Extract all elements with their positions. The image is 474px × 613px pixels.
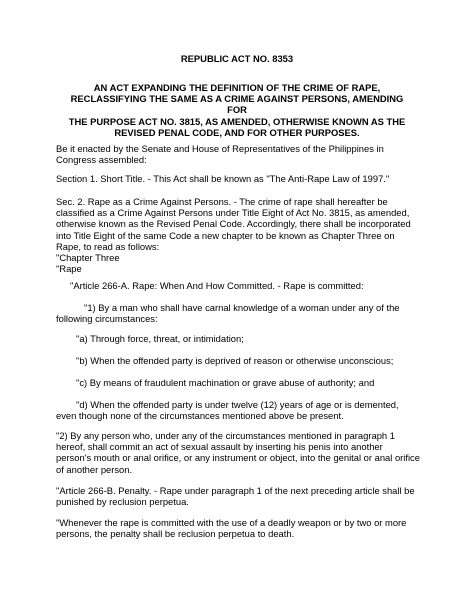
item-b: "b) When the offended party is deprived of reason or otherwise unconscious; [76, 355, 394, 366]
text-line: "1) By a man who shall have carnal knowledge of a woman under any of the [84, 302, 400, 313]
document-title: REPUBLIC ACT NO. 8353 [180, 53, 294, 64]
subtitle-line: THE PURPOSE ACT NO. 3815, AS AMENDED, OTHERWISE KNOWN AS THE [68, 115, 406, 127]
enactment-clause [56, 143, 426, 165]
text-line: punished by reclusion perpetua. [56, 496, 189, 508]
item-d [56, 399, 426, 421]
subtitle-line: REVISED PENAL CODE, AND FOR OTHER PURPOSES. [114, 126, 360, 138]
text-line: even though none of the circumstances mentioned above be present. [56, 410, 344, 422]
text-line: otherwise known as the Revised Penal Code. Accordingly, there shall be incorporated [56, 218, 411, 230]
text-line: "Article 266-B. Penalty. - Rape under paragraph 1 of the next preceding article shall be [56, 485, 415, 496]
text-line: "Rape [56, 263, 82, 275]
text-line: "Chapter Three [56, 252, 120, 264]
text-line: Congress assembled: [56, 154, 147, 166]
text-line: person's mouth or anal orifice, or any instrument or object, into the genital or anal orifice [56, 452, 420, 464]
section-1: Section 1. Short Title. - This Act shall be known as "The Anti-Rape Law of 1997." [56, 173, 390, 184]
text-line: persons, the penalty shall be reclusion perpetua to death. [56, 528, 295, 540]
text-line: hereof, shall commit an act of sexual assault by inserting his penis into another [56, 441, 383, 453]
deadly-weapon-clause [56, 517, 426, 539]
item-1 [56, 302, 440, 325]
subtitle-line: AN ACT EXPANDING THE DEFINITION OF THE CRIME OF RAPE, [93, 82, 381, 93]
text-line: following circumstances: [56, 313, 158, 325]
item-a: "a) Through force, threat, or intimidation; [76, 333, 244, 344]
subtitle-line: RECLASSIFYING THE SAME AS A CRIME AGAINST PERSONS, AMENDING FOR [70, 93, 404, 116]
text-line: Rape, to read as follows: [56, 240, 160, 252]
article-266b [56, 485, 426, 507]
text-line: "d) When the offended party is under twelve (12) years of age or is demented, [76, 399, 399, 410]
item-2 [56, 430, 426, 475]
text-line: Be it enacted by the Senate and House of Representatives of the Philippines in [56, 143, 384, 154]
text-line: classified as a Crime Against Persons under Title Eight of Act No. 3815, as amended, [56, 207, 410, 219]
text-line: "Whenever the rape is committed with the use of a deadly weapon or by two or more [56, 517, 407, 528]
article-266a: "Article 266-A. Rape: When And How Committed. - Rape is committed: [70, 280, 364, 291]
text-line: "2) By any person who, under any of the circumstances mentioned in paragraph 1 [56, 430, 395, 441]
section-2 [56, 196, 426, 274]
text-line: Sec. 2. Rape as a Crime Against Persons. - The crime of rape shall hereafter be [56, 196, 388, 207]
item-c: "c) By means of fraudulent machination or grave abuse of authority; and [76, 377, 375, 388]
text-line: of another person. [56, 463, 133, 475]
text-line: into Title Eight of the same Code a new chapter to be known as Chapter Three on [56, 229, 395, 241]
document-subtitle [60, 82, 414, 138]
